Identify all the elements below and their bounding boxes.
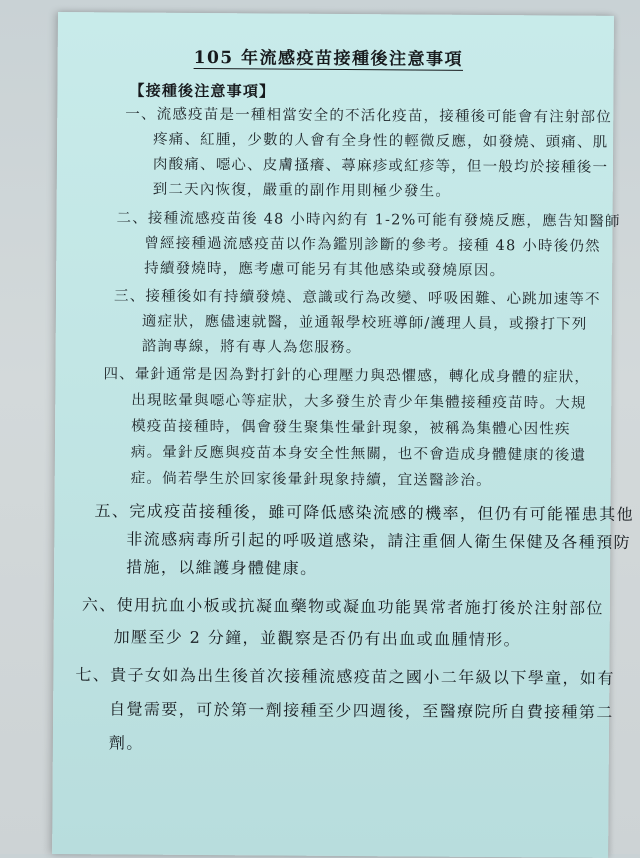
item-7-line-2: 自覺需要，可於第一劑接種至少四週後，至醫療院所自費接種第二: [109, 699, 614, 722]
item-4-line-4: 病。暈針反應與疫苗本身安全性無關，也不會造成身體健康的後遺: [130, 444, 587, 464]
item-7-line-3: 劑。: [108, 733, 144, 753]
item-5-line-3: 措施，以維護身體健康。: [126, 557, 318, 578]
item-5-line-1: 五、完成疫苗接種後，雖可降低感染流感的機率，但仍有可能罹患其他: [94, 501, 634, 525]
item-1-line-1: 一、流感疫苗是一種相當安全的不活化疫苗，接種後可能會有注射部位: [125, 106, 613, 126]
item-2-line-1: 二、接種流感疫苗後 48 小時內約有 1-2%可能有發燒反應，應告知醫師: [116, 210, 621, 230]
item-1-line-2: 疼痛、紅腫，少數的人會有全身性的輕微反應，如發燒、頭痛、肌: [153, 131, 609, 151]
item-3-line-1: 三、接種後如有持續發燒、意識或行為改變、呼吸困難、心跳加速等不: [113, 288, 601, 308]
item-1-line-3: 肉酸痛、噁心、皮膚搔癢、蕁麻疹或紅疹等，但一般均於接種後一: [152, 156, 609, 176]
item-4-line-3: 模疫苗接種時，偶會發生聚集性暈針現象，被稱為集體心因性疾: [131, 418, 571, 438]
item-3-line-2: 適症狀，應儘速就醫，並通報學校班導師/護理人員，或撥打下列: [141, 313, 588, 333]
document-title: 105 年流感疫苗接種後注意事項: [193, 47, 464, 70]
item-2-line-3: 持續發燒時，應考慮可能另有其他感染或發燒原因。: [144, 260, 506, 280]
item-1-line-4: 到二天內恢復，嚴重的副作用則極少發生。: [152, 181, 452, 200]
item-4-line-1: 四、暈針通常是因為對打針的心理壓力與恐懼感，轉化成身體的症狀，: [103, 366, 591, 386]
item-6-line-1: 六、使用抗血小板或抗凝血藥物或凝血功能異常者施打後於注射部位: [81, 595, 604, 618]
document-paper: [52, 12, 634, 858]
item-6-line-2: 加壓至少 2 分鐘，並觀察是否仍有出血或血腫情形。: [113, 627, 522, 650]
section-heading: 【接種後注意事項】: [129, 81, 276, 101]
item-4-line-2: 出現眩暈與噁心等症狀，大多發生於青少年集體接種疫苗時。大規: [131, 392, 587, 412]
item-3-line-3: 諮詢專線，將有專人為您服務。: [141, 338, 362, 357]
item-2-line-2: 曾經接種過流感疫苗以作為鑑別診斷的參考。接種 48 小時後仍然: [144, 235, 601, 255]
item-5-line-2: 非流感病毒所引起的呼吸道感染，請注重個人衛生保健及各種預防: [126, 529, 631, 553]
item-7-line-1: 七、貴子女如為出生後首次接種流感疫苗之國小二年級以下學童，如有: [75, 665, 615, 688]
item-4-line-5: 症。倘若學生於回家後暈針現象持續，宜送醫診治。: [130, 470, 492, 490]
